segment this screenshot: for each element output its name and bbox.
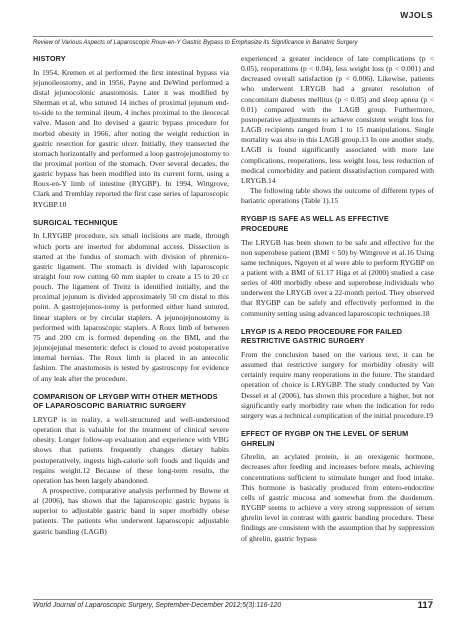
section-history	[33, 54, 229, 210]
running-head: Review of Various Aspects of Laparoscopic Roux-en-Y Gastric Bypass to Emphasize its Significance in Bariatric Surgery	[33, 39, 358, 46]
body-paragraph: In 1954, Kremen et al performed the first intestinal bypass via jejunoileostomy, and in 1956, Payne and DeWind performed a distal jejunocolonic anastomosis. Later it was modified by Sherman et al, who sutured 14 inches of proximal jejunum end-to-side to the terminal ileum, 4 inches proximal to the ileocecal valve. Mason and Ito devised a gastric bypass procedure for morbid obesity in 1966, after noting the weight reduction in gastric resection for gastric ulcer. Initially, they transected the stomach horizontally and performed a loop gastrojejunostomy to the proximal portion of the stomach. Over several decades, the gastric bypass has been modified into its current form, using a Roux-en-Y limb of intestine (RYGBP). In 1994, Wittgrove, Clark and Tremblay reported the first case series of laparoscopic RYGBP.10	[33, 67, 229, 209]
right-column	[241, 54, 434, 544]
section-rygbp-is-safe-as-well-as-effective-proce	[241, 214, 434, 318]
section-continued	[241, 54, 434, 206]
body-paragraph: From the conclusion based on the various text, it can be assumed that restrictive surgery for morbidity obesity will certainly require many reoperations in the future. The standard operation of choice is LRYGBP. The study conducted by Van Dessel et al (2006), has shown this procedure a higher, but not significantly early morbidity rate when the indication for redo surgery was a technical complication of the initial procedure.19	[241, 349, 434, 420]
section-heading: EFFECT OF RYGBP ON THE LEVEL OF SERUM GHRELIN	[241, 429, 409, 448]
section-heading: RYGBP IS SAFE AS WELL AS EFFECTIVE PROCEDURE	[241, 214, 389, 233]
body-paragraph: In LRYGBP procedure, six small incisions are made, through which ports are inserted for abdominal access. Dissection is started at the fundus of stomach with division of phrenico-gastric ligament. The stomach is divided with laparoscopic straight four row cutting 60 mm stapler to create a 15 to 20 cc pouch. The ligament of Treitz is identified initially, and the proximal jejunum is divided approximately 50 cm distal to this point. A gastrojejunos-tomy is performed either hand sutured, linear staplers or by circular staplers. A jejunojejunostomy is performed with laparoscopic staplers. A Roux limb of between 75 and 200 cm is formed depending on the BMI, and the jejunojejunal mesenteric defect is closed to avoid postoperative internal hernias. The Roux limb is placed in an antecolic fashion. The anastomosis is tested by gastroscopy for evidence of any leak after the procedure.	[33, 231, 229, 383]
journal-logo: WJOLS	[400, 10, 433, 20]
section-heading: LRYGP IS A REDO PROCEDURE FOR FAILED RESTRICTIVE GASTRIC SURGERY	[241, 326, 403, 346]
body-paragraph: Ghrelin, an acylated protein, is an orexigenic hormone, decreases after feeding and increases before meals, achieving concentrations sufficient to stimulate hunger and food intake. This hormone is basically produced from entero-endocrine cells of gastric mucosa and somewhat from the duodenum. RYGBP seems to achieve a very strong suppression of serum ghrelin level in contrast with gastric banding procedure. These findings are consistent with the assumption that by suppression of ghrelin, gastric bypass	[241, 452, 434, 543]
section-effect-of-rygbp-on-the-level-of-serum-gh	[241, 429, 434, 544]
body-paragraph: The LRYGB has been shown to be safe and effective for the non superobese patient (BMI < 50) by Wittgrove et al.16 Using same techniques, Nguyen et al were able to perform RYGBP on a patient with a BMI of 61.17 Higa et al (2000) studied a case series of 400 morbidly obese and superobese individuals who underwent the LRYGB over a 22-month period. They observed that RYGBP can be safely and effectively performed in the community setting using advanced laparoscopic techniques.18	[241, 237, 434, 318]
section-comparison-of-lrygbp-with-other-methods-	[33, 392, 229, 537]
left-column	[33, 54, 229, 537]
body-paragraph: LRYGP is in reality, a well-structured and well-understood operation that is valuable for the treatment of clinical severe obesity. Longer follow-up evaluation and experience with VBG shows that patients frequently changes dietary habits postoperatively, ingests high-calorie soft foods and liquids and regains weight.12 Because of these long-term results, the operation has been largely abandoned.	[33, 414, 229, 485]
section-heading: SURGICAL TECHNIQUE	[33, 217, 118, 227]
section-heading: COMPARISON OF LRYGBP WITH OTHER METHODS OF LAPAROSCOPIC BARIATRIC SURGERY	[33, 391, 218, 411]
section-lrygp-is-a-redo-procedure-for-failed-res	[241, 327, 434, 421]
body-paragraph: The following table shows the outcome of different types of bariatric operations (Table 1).15	[241, 186, 434, 206]
section-heading: HISTORY	[33, 54, 66, 63]
footer-rule	[33, 599, 433, 600]
section-surgical-technique	[33, 218, 229, 384]
body-paragraph: A prospective, comparative analysis performed by Bowne et al (2006), has shown that the laparoscopic gastric bypass is superior to adjustable gastric band in super morbidly obese patients. The patients who underwent laparoscopic adjustable gastric banding (LAGB)	[33, 486, 229, 536]
page-number: 117	[417, 600, 433, 611]
header-rule	[33, 36, 433, 37]
body-paragraph: experienced a greater incidence of late complications (p < 0.05), reoperations (p < 0.04), less weight loss (p < 0.001) and decreased overall satisfaction (p < 0.006). Likewise, patients who underwent LRYGB had a greater resolution of concomitant diabetes mellitus (p < 0.05) and sleep apnea (p < 0.01) compared with the LAGB group. Furthermore, postoperative adjustments to achieve consistent weight loss for LAGB recipients ranged from 1 to 15 manipulations. Single mortality was also in this LAGB group.13 In one another study, LAGB is found significantly associated with more late complications, reoperations, less weight loss, less reduction of medical comorbidity and patient dissatisfaction compared with LRYGB.14	[241, 54, 434, 185]
footer-citation: World Journal of Laparoscopic Surgery, September-December 2012;5(3):116-120	[33, 602, 282, 609]
